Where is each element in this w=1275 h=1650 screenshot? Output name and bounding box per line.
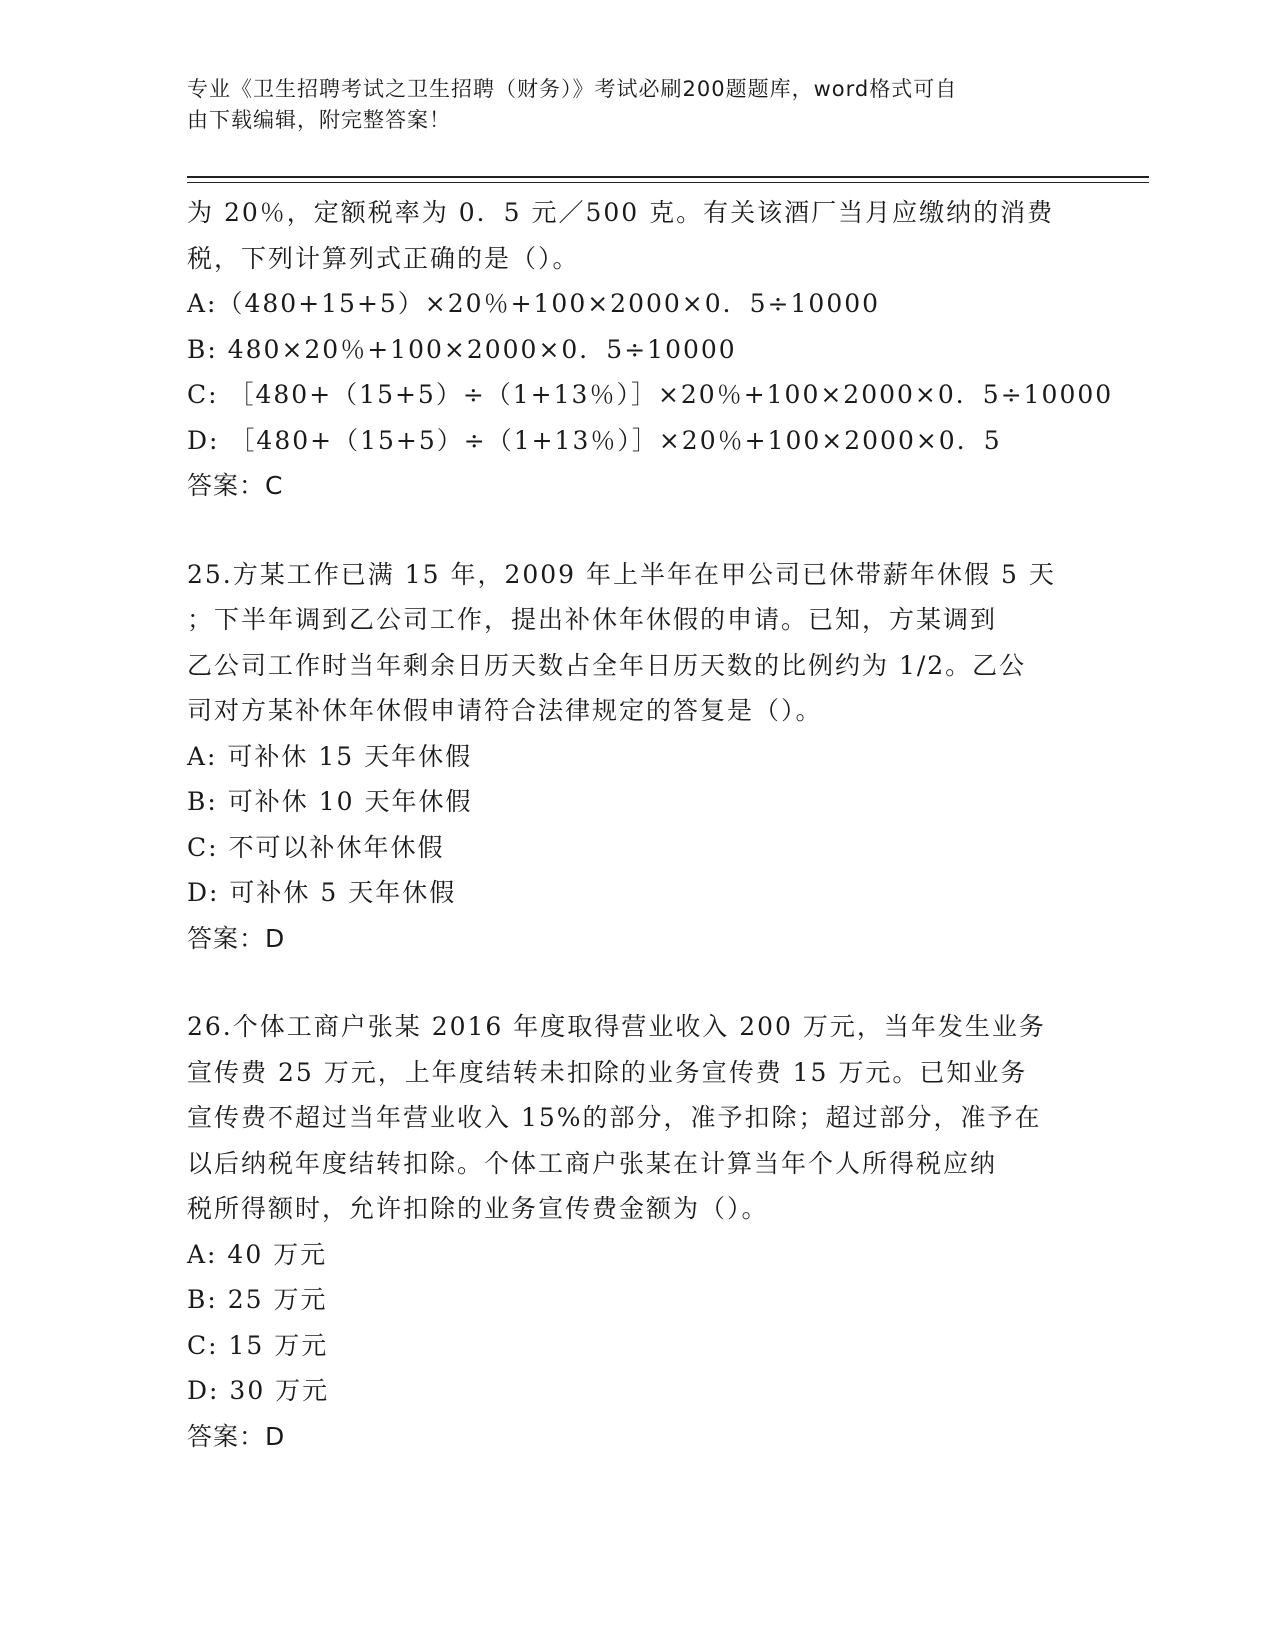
- option-d: D: 30 万元: [187, 1376, 330, 1405]
- question-stem-line: 乙公司工作时当年剩余日历天数占全年日历天数的比例约为 1/2。乙公: [187, 650, 1027, 680]
- question-stem-line: 25.方某工作已满 15 年，2009 年上半年在甲公司已休带薪年休假 5 天: [187, 559, 1056, 589]
- option-d: D: ［480+（15+5）÷（1+13％）］×20％+100×2000×0．5: [187, 425, 1002, 455]
- header-line-2: 由下载编辑，附完整答案！: [187, 108, 451, 132]
- question-26: [187, 1004, 1087, 1459]
- question-stem-line: 26.个体工商户张某 2016 年度取得营业收入 200 万元，当年发生业务: [187, 1012, 1046, 1041]
- question-stem-line: 司对方某补休年休假申请符合法律规定的答复是（）。: [187, 696, 823, 725]
- question-25: [187, 552, 1087, 962]
- option-b: B: 可补休 10 天年休假: [187, 787, 473, 816]
- document-header: [187, 74, 1067, 136]
- question-spacer: [187, 509, 1087, 552]
- question-spacer: [187, 961, 1087, 1004]
- answer: 答案：C: [187, 471, 284, 500]
- question-stem-line: 宣传费 25 万元，上年度结转未扣除的业务宣传费 15 万元。已知业务: [187, 1057, 1028, 1087]
- question-stem-line: 税所得额时，允许扣除的业务宣传费金额为（）。: [187, 1194, 769, 1223]
- answer: 答案：D: [187, 1421, 286, 1451]
- document-body: [187, 190, 1114, 1459]
- header-divider-thin: [187, 182, 1149, 183]
- question-stem-line: 以后纳税年度结转扣除。个体工商户张某在计算当年个人所得税应纳: [187, 1148, 998, 1178]
- question-stem-line: 为 20％，定额税率为 0．5 元／500 克。有关该酒厂当月应缴纳的消费: [187, 198, 1055, 227]
- option-c: C: 不可以补休年休假: [187, 832, 445, 862]
- question-stem-line: ；下半年调到乙公司工作，提出补休年休假的申请。已知，方某调到: [187, 605, 998, 634]
- option-a: A: 可补休 15 天年休假: [187, 741, 473, 771]
- option-c: C: 15 万元: [187, 1330, 329, 1360]
- option-a: A:（480+15+5）×20％+100×2000×0．5÷10000: [187, 289, 881, 318]
- answer: 答案：D: [187, 923, 286, 953]
- question-24: [187, 190, 1114, 509]
- header-line-1: 专业《卫生招聘考试之卫生招聘（财务）》考试必刷200题题库，word格式可自: [187, 77, 958, 101]
- question-stem-line: 宣传费不超过当年营业收入 15%的部分，准予扣除；超过部分，准予在: [187, 1103, 1042, 1132]
- option-a: A: 40 万元: [187, 1239, 328, 1269]
- header-divider-thick: [187, 176, 1149, 178]
- question-stem-line: 税，下列计算列式正确的是（）。: [187, 243, 580, 273]
- option-d: D: 可补休 5 天年休假: [187, 878, 457, 907]
- option-b: B: 25 万元: [187, 1285, 328, 1314]
- option-c: C: ［480+（15+5）÷（1+13％）］×20％+100×2000×0．5÷10000: [187, 380, 1114, 409]
- option-b: B: 480×20％+100×2000×0．5÷10000: [187, 334, 737, 364]
